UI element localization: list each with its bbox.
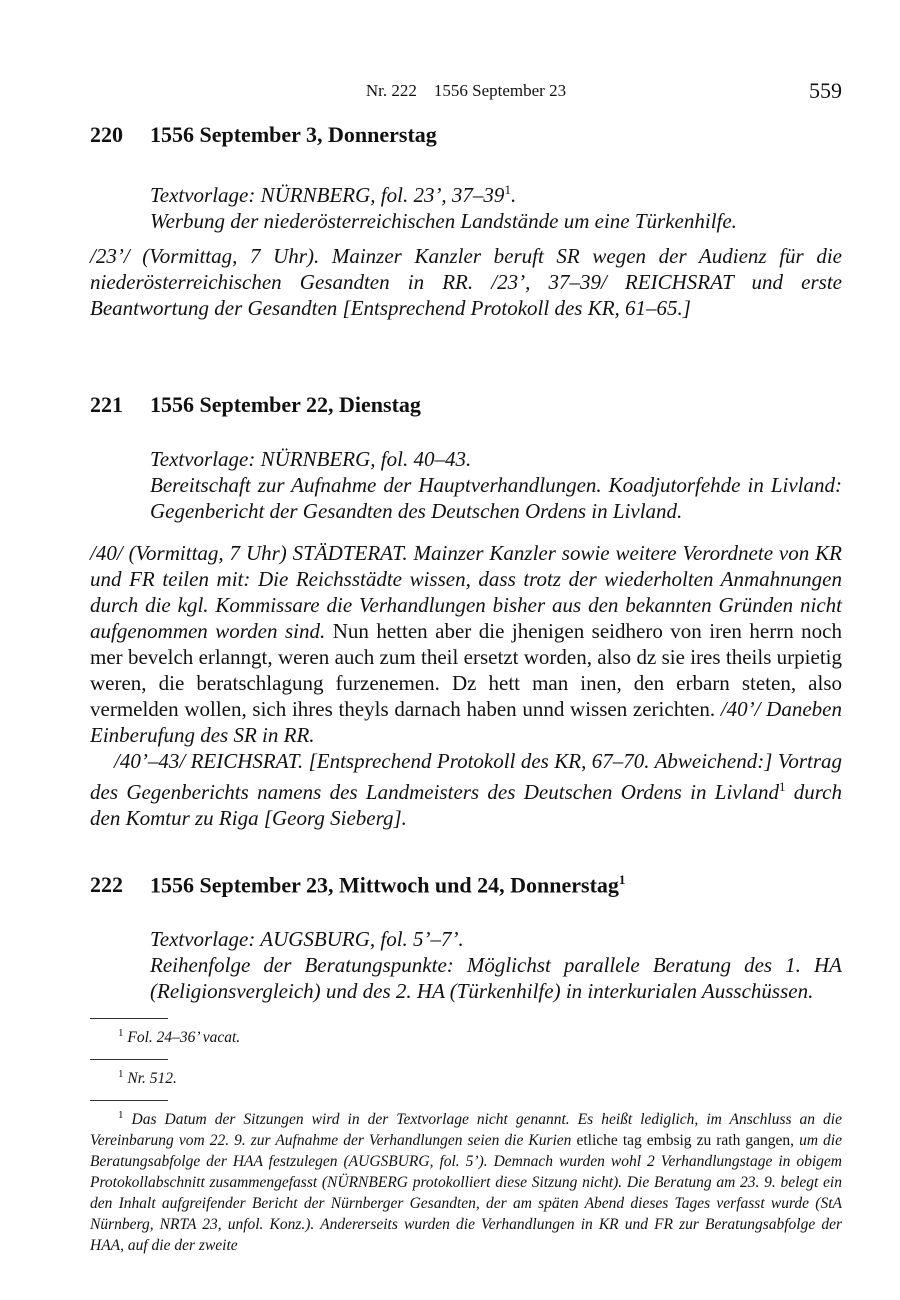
summary-line: Werbung der niederösterreichischen Landstände um eine Türkenhilfe. <box>150 209 737 233</box>
entry-number: 221 <box>90 392 123 417</box>
summary-line: Reihenfolge der Beratungspunkte: Möglichst parallele Beratung des 1. HA (Religionsvergleich) und des 2. HA (Türkenhilfe) in interkurialen Ausschüssen. <box>150 953 842 1003</box>
body-italic: /40/ (Vormittag, 7 Uhr) STÄDTERAT. Mainzer Kanzler sowie weitere Verordnete von KR und FR teilen mit: Die Reichsstädte wissen, dass trotz der wiederholten Anmahnungen durch die kgl. Kommissare die Verhandlungen bisher aus den bekannten Gründen nicht aufgenommen worden sind. <box>90 541 842 643</box>
footnote-mark: 1 <box>118 1027 124 1039</box>
entry-heading-221 <box>90 392 421 418</box>
footnote <box>118 1023 842 1048</box>
footnote-text: um die Beratungsabfolge der HAA festzulegen (AUGSBURG, fol. 5’). Demnach wurden wohl 2 Verhandlungstage in obigem Protokollabschnitt zusammengefasst (NÜRNBERG protokolliert diese Sitzung nicht). Die Beratung am 23. 9. belegt ein den Inhalt aufgreifender Bericht der Nürnberger Gesandten, der am späten Abend dieses Tages verfasst wurde (StA Nürnberg, NRTA 23, unfol. Konz.). Andererseits wurden die Verhandlungen in KR und FR zur Beratungsabfolge der HAA, auf die der zweite <box>90 1132 842 1255</box>
entry-source-block <box>150 446 842 524</box>
page-number: 559 <box>809 78 842 103</box>
footnote-mark: 1 <box>118 1109 124 1121</box>
source-tail: . <box>510 183 517 207</box>
footnote-ref: 1 <box>618 872 626 887</box>
body-paragraph <box>90 748 842 831</box>
body-paragraph: /23’/ (Vormittag, 7 Uhr). Mainzer Kanzler beruft SR wegen der Audienz für die niederösterreichischen Gesandten in RR. /23’, 37–39/ REICHSRAT und erste Beantwortung der Gesandten [Entsprechend Protokoll des KR, 61–65.] <box>90 244 842 320</box>
body-paragraph <box>90 540 842 748</box>
footnote-ref: 1 <box>778 779 786 794</box>
source-line: Textvorlage: NÜRNBERG, fol. 40–43. <box>150 447 472 471</box>
body-italic: /40’–43/ REICHSRAT. [Entsprechend Protokoll des KR, 67–70. Abweichend:] Vortrag des Gegenberichts namens des Landmeisters des Deutschen Ordens in Livland <box>90 749 842 804</box>
footnote-rule <box>90 1059 168 1060</box>
running-head <box>90 78 842 106</box>
body-italic: durch den Komtur zu Riga [Georg Sieberg]. <box>90 780 842 830</box>
entry-source-block <box>150 177 842 234</box>
source-text: Textvorlage: NÜRNBERG, fol. 23’, 37–39 <box>150 183 505 207</box>
entry-title: 1556 September 22, Dienstag <box>150 392 421 417</box>
footnote-rule <box>90 1018 168 1019</box>
entry-source-block <box>150 926 842 1004</box>
footnote-text: Nr. 512. <box>127 1070 177 1088</box>
entry-heading-222 <box>90 872 625 898</box>
footnote-quote: etliche tag embsig zu rath gangen, <box>571 1132 800 1150</box>
source-line <box>150 177 842 208</box>
summary-line: Bereitschaft zur Aufnahme der Hauptverhandlungen. Koadjutorfehde in Livland: Gegenbericht der Gesandten des Deutschen Ordens in Livland. <box>150 473 842 523</box>
entry-number: 220 <box>90 122 123 147</box>
footnote-rule <box>90 1100 168 1101</box>
body-italic: /40’/ Daneben Einberufung des SR in RR. <box>90 697 842 747</box>
entry-body <box>90 243 842 321</box>
body-quote: Nun hetten aber die jhenigen seidhero von iren herrn noch mer bevelch erlanngt, weren auch zum theil ersetzt worden, also dz sie ires theils urpietig weren, die beratschlagung furzenemen. Dz hett man inen, den erbarn steten, also vermelden wollen, sich ihres theyls darnach haben unnd wissen zerichten. <box>90 619 842 721</box>
footnote-text: Fol. 24–36’ vacat. <box>127 1029 241 1047</box>
footnote-mark: 1 <box>118 1068 124 1080</box>
entry-heading-220 <box>90 122 437 148</box>
entry-title: 1556 September 23, Mittwoch und 24, Donnerstag <box>150 872 619 898</box>
entry-title: 1556 September 3, Donnerstag <box>150 122 437 147</box>
entry-body <box>90 540 842 831</box>
document-page <box>90 0 842 1300</box>
footnote <box>118 1064 842 1089</box>
running-title: Nr. 222 1556 September 23 <box>365 81 567 100</box>
entry-number: 222 <box>90 872 123 898</box>
footnote-ref: 1 <box>504 182 511 197</box>
footnote <box>90 1105 842 1256</box>
source-line: Textvorlage: AUGSBURG, fol. 5’–7’. <box>150 927 464 951</box>
footnote-text: Das Datum der Sitzungen wird in der Textvorlage nicht genannt. Es heißt lediglich, im Anschluss an die Vereinbarung vom 22. 9. zur Aufnahme der Verhandlungen seien die Kurien <box>90 1111 842 1150</box>
